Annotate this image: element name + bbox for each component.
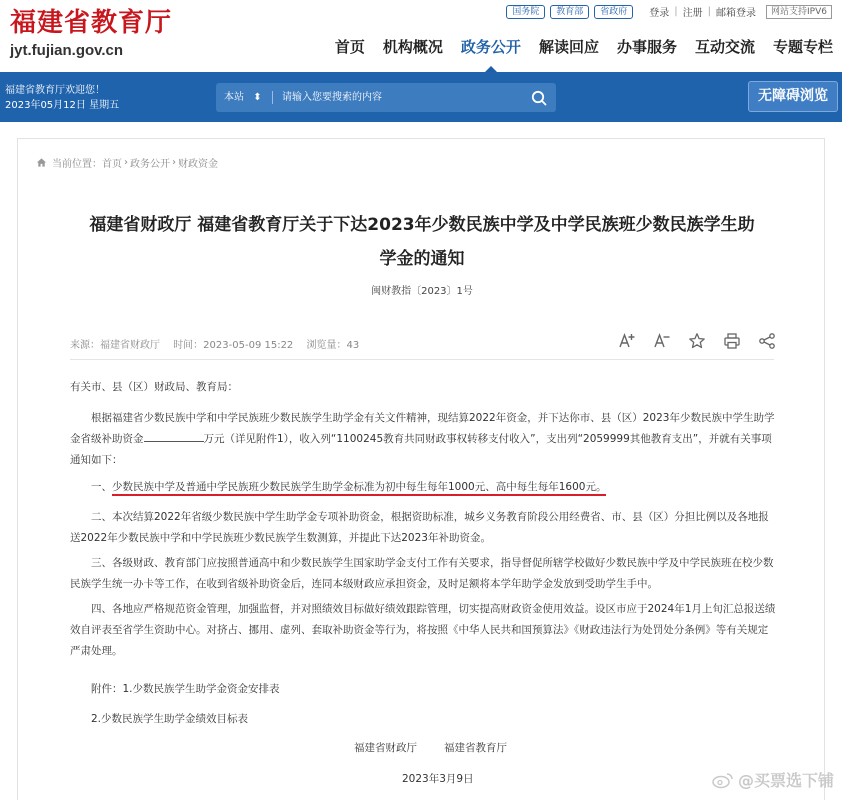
nav-interaction[interactable]: 互动交流: [694, 38, 755, 56]
print-icon: [723, 332, 741, 350]
font-decrease-button[interactable]: [653, 332, 671, 350]
breadcrumb-finance[interactable]: 财政资金: [178, 159, 218, 170]
register-link[interactable]: 注册: [682, 8, 703, 19]
link-provincial-gov[interactable]: 省政府: [594, 5, 633, 19]
nav-special-topics[interactable]: 专题专栏: [772, 38, 833, 56]
article-views: 浏览量：43: [306, 340, 360, 351]
nav-about[interactable]: 机构概况: [382, 38, 443, 56]
favorite-button[interactable]: [688, 332, 706, 350]
amount-blank: [144, 430, 204, 442]
welcome-text: 福建省教育厅欢迎您！: [5, 85, 105, 96]
signatory-finance: 福建省财政厅: [354, 742, 417, 754]
font-decrease-icon: [653, 332, 671, 350]
ipv6-badge: 网站支持IPV6: [766, 5, 832, 19]
top-links: [501, 4, 832, 19]
search-icon: [530, 89, 548, 107]
separator: |: [674, 6, 678, 17]
search-scope-select[interactable]: [224, 83, 262, 112]
separator: |: [707, 6, 712, 17]
print-button[interactable]: [723, 332, 741, 350]
divider: [272, 91, 273, 104]
salutation: 有关市、县（区）财政局、教育局：: [70, 381, 238, 393]
font-increase-button[interactable]: [618, 332, 636, 350]
font-increase-icon: [618, 332, 636, 350]
attachment-2: 2.少数民族学生助学金绩效目标表: [91, 713, 249, 725]
breadcrumb-sep: ›: [172, 157, 176, 168]
breadcrumb-home[interactable]: 首页: [102, 159, 122, 170]
breadcrumb: [36, 155, 218, 170]
article-tools: [601, 332, 776, 350]
updown-icon: ⬍: [253, 92, 262, 103]
highlighted-standard: 少数民族中学及普通中学民族班少数民族学生助学金标准为初中每生每年1000元、高中每生每年1600元。: [112, 481, 606, 496]
breadcrumb-sep: ›: [124, 157, 128, 168]
meta-divider: [70, 359, 774, 360]
link-state-council[interactable]: 国务院: [506, 5, 545, 19]
paragraph-5: 四、各地应严格规范资金管理，加强监督，并对照绩效目标做好绩效跟踪管理，切实提高财政资金使用效益。设区市应于2024年1月上旬汇总报送绩效自评表至省学生资助中心。对挤占、挪用、虚列、套取补助资金等行为，将按照《中华人民共和国预算法》《财政违法行为处罚处分条例》等有关规定严肃处理。: [70, 603, 776, 657]
accessibility-button[interactable]: 无障碍浏览: [748, 81, 838, 112]
site-logo[interactable]: [10, 8, 172, 60]
search-button[interactable]: [530, 89, 548, 107]
article-title-line2: 学金的通知: [379, 249, 465, 269]
paragraph-1-part-b: 万元（详见附件1），收入列“1100245教育共同财政事权转移支付收入”，支出列“2059999其他教育支出”，并就有关事项通知如下：: [70, 433, 772, 466]
paragraph-2: [70, 477, 778, 498]
welcome-block: [5, 83, 119, 113]
paragraph-2-prefix: 一、: [91, 481, 112, 493]
nav-home[interactable]: 首页: [334, 38, 365, 56]
search-box: [216, 83, 556, 112]
nav-services[interactable]: 办事服务: [616, 38, 677, 56]
star-icon: [688, 332, 706, 350]
sign-date: 2023年3月9日: [402, 773, 474, 785]
article-card: [17, 138, 825, 800]
signatory-education: 福建省教育厅: [444, 742, 507, 754]
search-band: [0, 72, 842, 122]
logo-text: 福建省教育厅: [10, 8, 173, 38]
current-date: 2023年05月12日 星期五: [5, 100, 120, 111]
search-input[interactable]: [276, 86, 516, 109]
paragraph-1-part-a: 根据福建省少数民族中学和中学民族班少数民族学生助学金有关文件精神，现结算2022年资金，并下达你市、县（区）2023年少数民族中学生助学金省级补助资金: [70, 412, 775, 445]
link-moe[interactable]: 教育部: [550, 5, 589, 19]
watermark: [712, 768, 834, 791]
breadcrumb-label: 当前位置：: [52, 159, 102, 170]
nav-interpretation[interactable]: 解读回应: [538, 38, 599, 56]
watermark-text: @买票选下铺: [738, 771, 835, 790]
nav-gov-affairs[interactable]: 政务公开: [452, 30, 530, 66]
share-icon: [758, 332, 776, 350]
share-button[interactable]: [758, 332, 776, 350]
article-meta: [70, 336, 359, 351]
paragraph-1: [70, 408, 778, 471]
login-link[interactable]: 登录: [649, 8, 670, 19]
article-source: 来源：福建省财政厅: [70, 340, 160, 351]
paragraph-3: 二、本次结算2022年省级少数民族中学生助学金专项补助资金，根据资助标准，城乡义务教育阶段公用经费省、市、县（区）分担比例以及各地报送2022年少数民族中学和中学民族班少数民族学生数测算，并提此下达2023年补助资金。: [70, 511, 769, 544]
mail-login-link[interactable]: 邮箱登录: [716, 8, 757, 19]
logo-url: jyt.fujian.gov.cn: [10, 42, 124, 59]
home-icon: [36, 157, 47, 168]
main-nav: [326, 30, 842, 66]
paragraph-4: 三、各级财政、教育部门应按照普通高中和少数民族学生国家助学金支付工作有关要求，指导督促所辖学校做好少数民族中学及中学民族班在校少数民族学生统一办卡等工作，在收到省级补助资金后，连同本级财政应承担资金，及时足额将本学年助学金发放到受助学生手中。: [70, 557, 774, 590]
weibo-icon: [712, 771, 734, 789]
document-number: 闽财教指〔2023〕1号: [371, 286, 473, 297]
breadcrumb-gov-affairs[interactable]: 政务公开: [130, 159, 170, 170]
attachment-1: 附件：1.少数民族学生助学金资金安排表: [91, 683, 280, 695]
article-title-line1: 福建省财政厅 福建省教育厅关于下达2023年少数民族中学及中学民族班少数民族学生助: [89, 215, 755, 235]
search-scope-label: 本站: [224, 92, 244, 103]
article-time: 时间：2023-05-09 15:22: [173, 340, 294, 351]
